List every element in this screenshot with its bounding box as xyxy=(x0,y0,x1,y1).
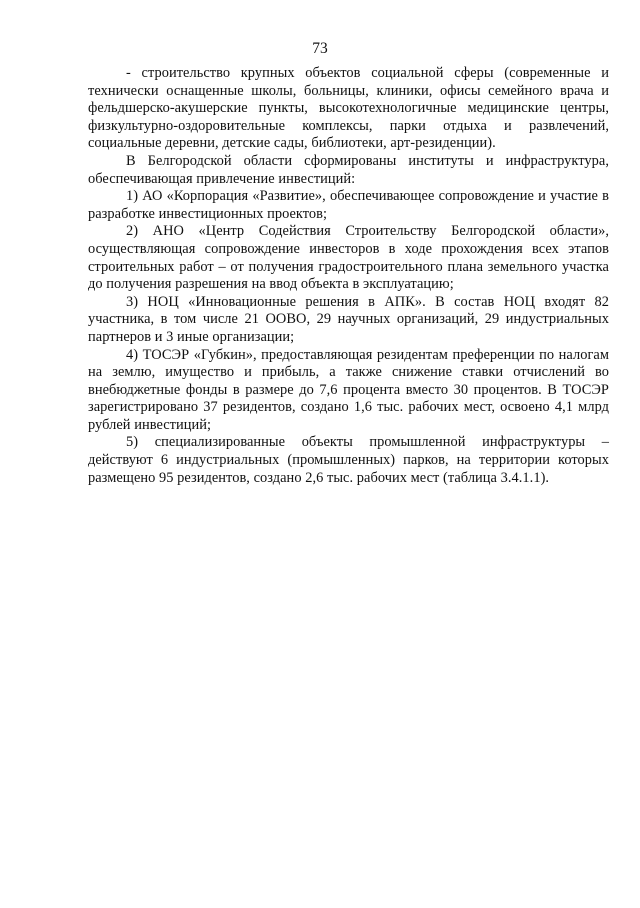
paragraph-item-5: 5) специализированные объекты промышленной инфраструктуры – действуют 6 индустриальных (промышленных) парков, на территории которых размещено 95 резидентов, создано 2,6 тыс. рабочих мест (таблица 3.4.1.1). xyxy=(88,434,609,486)
paragraph-item-4: 4) ТОСЭР «Губкин», предоставляющая резидентам преференции по налогам на землю, имущество и прибыль, а также снижение ставки отчислений во внебюджетные фонды в размере до 7,6 процента вместо 30 процентов. В ТОСЭР зарегистрировано 37 резидентов, создано 1,6 тыс. рабочих мест, освоено 4,1 млрд рублей инвестиций; xyxy=(88,346,609,433)
paragraph-item-3: 3) НОЦ «Инновационные решения в АПК». В состав НОЦ входят 82 участника, в том числе 21 ООВО, 29 научных организаций, 29 индустриальных партнеров и 3 иные организации; xyxy=(88,293,609,345)
paragraph-item-1: 1) АО «Корпорация «Развитие», обеспечивающее сопровождение и участие в разработке инвестиционных проектов; xyxy=(88,188,609,222)
page-number: 73 xyxy=(312,40,328,57)
body-text xyxy=(88,65,609,487)
paragraph-social-facilities: - строительство крупных объектов социальной сферы (современные и технически оснащенные школы, больницы, клиники, офисы семейного врача и фельдшерско-акушерские пункты, высокотехнологичные медицинские центры, физкультурно-оздоровительные комплексы, парки отдыха и развлечений, социальные деревни, детские сады, библиотеки, арт-резиденции). xyxy=(88,65,609,152)
paragraph-intro-institutions: В Белгородской области сформированы институты и инфраструктура, обеспечивающая привлечение инвестиций: xyxy=(88,152,609,187)
paragraph-item-2: 2) АНО «Центр Содействия Строительству Белгородской области», осуществляющая сопровождение инвесторов в ходе прохождения всех этапов строительных работ – от получения градостроительного плана земельного участка до получения разрешения на ввод объекта в эксплуатацию; xyxy=(88,223,609,293)
